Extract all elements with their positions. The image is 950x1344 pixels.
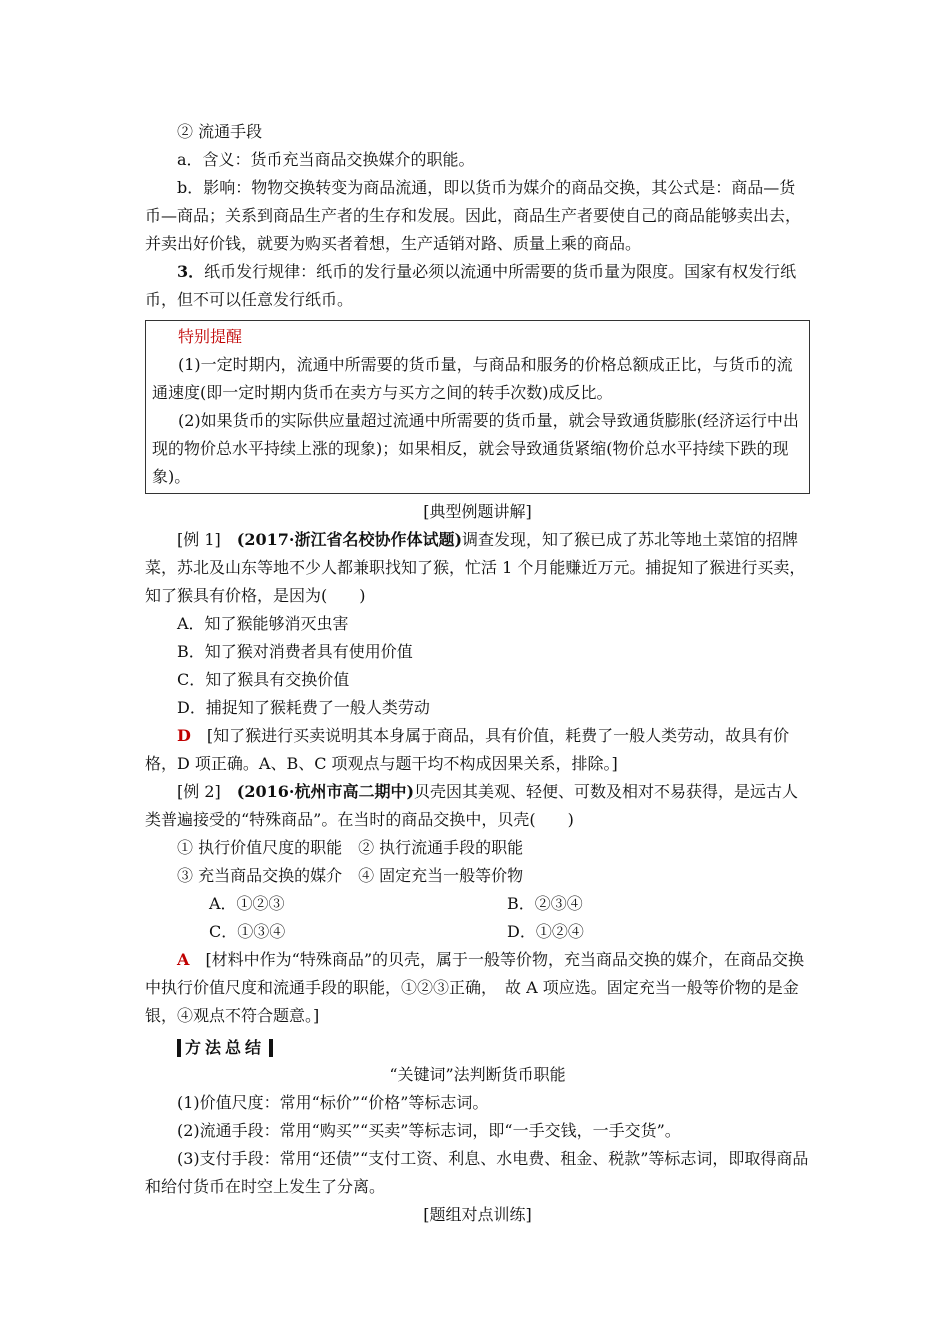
example1-answer-paragraph bbox=[145, 722, 810, 778]
method-bar-left bbox=[177, 1039, 181, 1057]
example2-source: (2016·杭州市高二期中) bbox=[236, 782, 415, 801]
tip-box-title: 特别提醒 bbox=[178, 327, 243, 346]
example2-explanation: [材料中作为“特殊商品”的贝壳，属于一般等价物，充当商品交换的媒介，在商品交换中执行价值尺度和流通手段的职能，①②③正确， 故 A 项应选。固定充当一般等价物的是金银，④观点不符合题意。] bbox=[145, 950, 805, 1025]
example2-option-b: B．②③④ bbox=[507, 894, 583, 913]
example1-explanation: [知了猴进行买卖说明其本身属于商品，具有价值，耗费了一般人类劳动，故具有价格，D 项正确。A、B、C 项观点与题干均不构成因果关系，排除。] bbox=[145, 726, 790, 773]
item2-b: b．影响：物物交换转变为商品流通，即以货币为媒介的商品交换，其公式是：商品—货币—商品；关系到商品生产者的生存和发展。因此，商品生产者要使自己的商品能够卖出去，并卖出好价钱，就要为购买者着想，生产适销对路、质量上乘的商品。 bbox=[145, 178, 802, 253]
document-page bbox=[145, 118, 810, 1229]
example1-option-c: C．知了猴具有交换价值 bbox=[177, 670, 350, 689]
examples-heading: [典型例题讲解] bbox=[423, 502, 532, 521]
example2-options-row-1 bbox=[145, 890, 810, 918]
example1-option-d: D．捕捉知了猴耗费了一般人类劳动 bbox=[177, 698, 430, 717]
tip-box-point-1: (1)一定时期内，流通中所需要的货币量，与商品和服务的价格总额成正比，与货币的流通速度(即一定时期内货币在卖方与买方之间的转手次数)成反比。 bbox=[152, 355, 793, 402]
tip-box bbox=[145, 320, 810, 494]
item3-number: 3． bbox=[177, 262, 205, 281]
example2-option-c: C．①③④ bbox=[209, 922, 286, 941]
example1-stem bbox=[145, 526, 810, 610]
method-item-1: (1)价值尺度：常用“标价”“价格”等标志词。 bbox=[177, 1093, 489, 1112]
example2-options-row-2 bbox=[145, 918, 810, 946]
method-summary-label bbox=[173, 1036, 277, 1060]
item3-paragraph bbox=[145, 258, 810, 314]
example1-source: (2017·浙江省名校协作体试题) bbox=[236, 530, 463, 549]
example2-option-a: A．①②③ bbox=[209, 894, 285, 913]
method-summary-title: “关键词”法判断货币职能 bbox=[389, 1065, 566, 1084]
example2-stem bbox=[145, 778, 810, 834]
example1-question: 调查发现，知了猴已成了苏北等地土菜馆的招牌菜，苏北及山东等地不少人都兼职找知了猴，忙活 1 个月能赚近万元。捕捉知了猴进行买卖，知了猴具有价格，是因为( ) bbox=[145, 530, 806, 605]
example2-question: 贝壳因其美观、轻便、可数及相对不易获得，是远古人类普遍接受的“特殊商品”。在当时的商品交换中，贝壳( ) bbox=[145, 782, 799, 829]
method-summary-text: 方法总结 bbox=[185, 1038, 266, 1057]
tip-box-point-2: (2)如果货币的实际供应量超过流通中所需要的货币量，就会导致通货膨胀(经济运行中出现的物价总水平持续上涨的现象)；如果相反，就会导致通货紧缩(物价总水平持续下跌的现象)。 bbox=[152, 411, 799, 486]
example2-answer: A bbox=[177, 950, 190, 969]
method-bar-right bbox=[269, 1039, 273, 1057]
example1-label: [例 1] bbox=[177, 530, 221, 549]
example1-option-a: A．知了猴能够消灭虫害 bbox=[177, 614, 349, 633]
example2-statements-1: ① 执行价值尺度的职能 ② 执行流通手段的职能 bbox=[177, 838, 524, 857]
example1-option-b: B．知了猴对消费者具有使用价值 bbox=[177, 642, 413, 661]
example2-statements-2: ③ 充当商品交换的媒介 ④ 固定充当一般等价物 bbox=[177, 866, 524, 885]
item3-text: 纸币发行规律：纸币的发行量必须以流通中所需要的货币量为限度。国家有权发行纸币，但不可以任意发行纸币。 bbox=[145, 262, 797, 309]
item2-a: a．含义：货币充当商品交换媒介的职能。 bbox=[177, 150, 475, 169]
example2-answer-paragraph bbox=[145, 946, 810, 1030]
example2-label: [例 2] bbox=[177, 782, 221, 801]
method-item-2: (2)流通手段：常用“购买”“买卖”等标志词，即“一手交钱，一手交货”。 bbox=[177, 1121, 681, 1140]
example1-answer: D bbox=[177, 726, 191, 745]
item2-title: ② 流通手段 bbox=[177, 122, 263, 141]
method-item-3: (3)支付手段：常用“还债”“支付工资、利息、水电费、租金、税款”等标志词，即取得商品和给付货币在时空上发生了分离。 bbox=[145, 1149, 809, 1196]
training-heading: [题组对点训练] bbox=[423, 1205, 532, 1224]
example2-option-d: D．①②④ bbox=[507, 922, 584, 941]
